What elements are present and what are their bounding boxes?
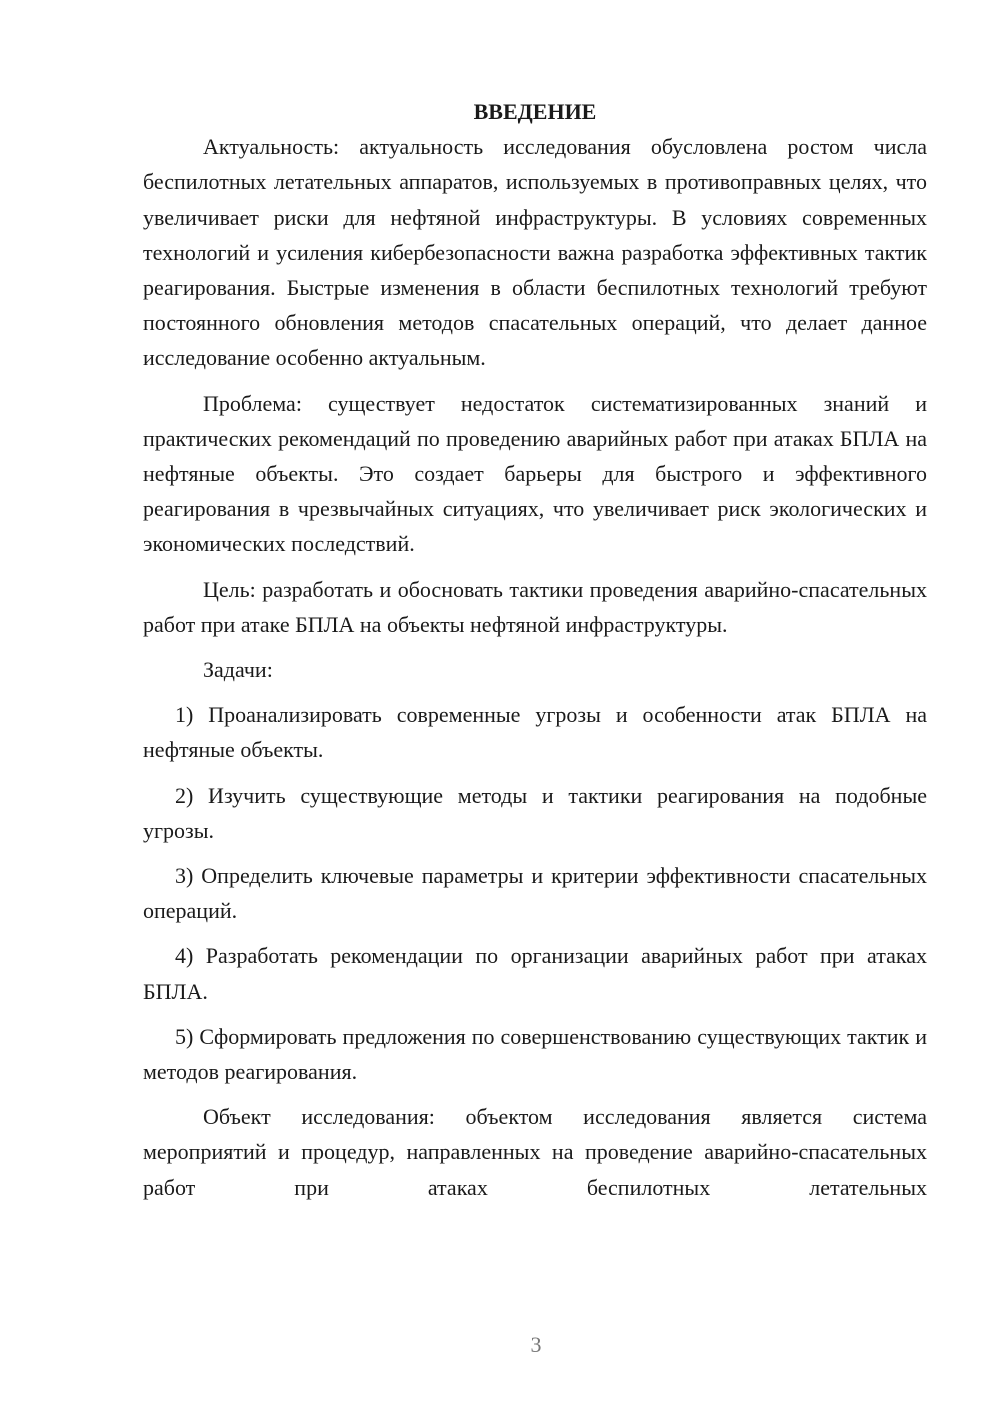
- relevance-paragraph: Актуальность: актуальность исследования обусловлена ростом числа беспилотных летательных аппаратов, используемых в противоправных целях, что увеличивает риски для нефтяной инфраструктуры. В условиях современных технологий и усиления кибербезопасности важна разработка эффективных тактик реагирования. Быстрые изменения в области беспилотных технологий требуют постоянного обновления методов спасательных операций, что делает данное исследование особенно актуальным.: [143, 134, 927, 371]
- tasks-heading: Задачи:: [203, 657, 273, 683]
- task-item: 2) Изучить существующие методы и тактики реагирования на подобные угрозы.: [143, 782, 927, 843]
- object-paragraph: Объект исследования: объектом исследования является система мероприятий и процедур, направленных на проведение аварийно-спасательных работ при атаках беспилотных летательных: [143, 1104, 927, 1200]
- task-item: 5) Сформировать предложения по совершенствованию существующих тактик и методов реагирования.: [143, 1023, 927, 1085]
- page-number: 3: [530, 1332, 542, 1357]
- document-page: [143, 94, 927, 1215]
- goal-paragraph: Цель: разработать и обосновать тактики проведения аварийно-спасательных работ при атаке БПЛА на объекты нефтяной инфраструктуры.: [143, 576, 927, 637]
- task-item: 3) Определить ключевые параметры и критерии эффективности спасательных операций.: [143, 863, 927, 924]
- problem-paragraph: Проблема: существует недостаток систематизированных знаний и практических рекомендаций по проведению аварийных работ при атаках БПЛА на нефтяные объекты. Это создает барьеры для быстрого и эффективного реагирования в чрезвычайных ситуациях, что увеличивает риск экологических и экономических последствий.: [143, 390, 927, 557]
- section-title: ВВЕДЕНИЕ: [473, 99, 597, 124]
- task-item: 4) Разработать рекомендации по организации аварийных работ при атаках БПЛА.: [143, 943, 927, 1004]
- task-item: 1) Проанализировать современные угрозы и особенности атак БПЛА на нефтяные объекты.: [143, 702, 927, 763]
